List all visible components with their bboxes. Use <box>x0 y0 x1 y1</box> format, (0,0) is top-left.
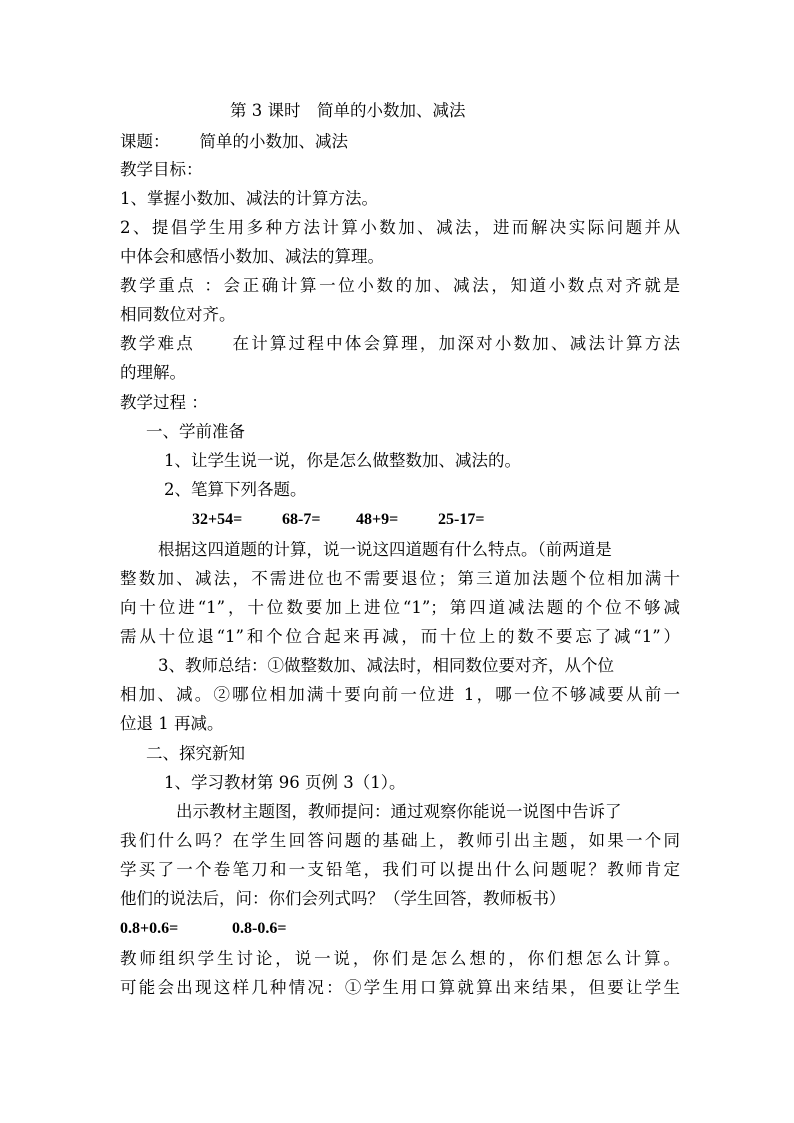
difficulty-line-1: 教学难点 在计算过程中体会算理，加深对小数加、减法计算方法 <box>120 334 680 353</box>
equation-3: 48+9= <box>356 511 399 528</box>
topic-line <box>120 132 680 152</box>
discussion-line-3: 向十位进“1”，十位数要加上进位“1”；第四道减法题的个位不够减 <box>120 598 680 617</box>
final-line-1: 教师组织学生讨论，说一说，你们是怎么想的，你们想怎么计算。 <box>120 949 680 968</box>
key-point-line-2: 相同数位对齐。 <box>120 305 236 324</box>
decimal-equation-1: 0.8+0.6= <box>120 920 179 937</box>
goal-2-line-1: 2、提倡学生用多种方法计算小数加、减法，进而解决实际问题并从 <box>120 218 680 237</box>
explore-text-line-1: 出示教材主题图，教师提问：通过观察你能说一说图中告诉了 <box>176 802 622 821</box>
explore-item-1: 1、学习教材第 96 页例 3（1）。 <box>164 773 406 792</box>
section-1-heading: 一、学前准备 <box>146 422 245 441</box>
lesson-title: 第 3 课时 简单的小数加、减法 <box>230 101 466 120</box>
summary-line-3: 位退 1 再减。 <box>120 714 224 733</box>
process-heading: 教学过程 ： <box>120 393 208 412</box>
explore-text-line-3: 学买了一个卷笔刀和一支铅笔，我们可以提出什么问题呢？教师肯定 <box>120 860 680 879</box>
goal-2-line-2: 中体会和感悟小数加、减法的算理。 <box>120 247 384 266</box>
topic-label: 课题： <box>120 132 170 151</box>
discussion-line-1: 根据这四道题的计算，说一说这四道题有什么特点。（前两道是 <box>158 540 612 559</box>
equation-4: 25-17= <box>438 511 485 528</box>
discussion-line-4: 需从十位退“1”和个位合起来再减，而十位上的数不要忘了减“1”） <box>120 627 680 646</box>
summary-line-2: 相加、减。②哪位相加满十要向前一位进 1，哪一位不够减要从前一 <box>120 685 680 704</box>
key-point-line-1: 教学重点 ：会正确计算一位小数的加、减法，知道小数点对齐就是 <box>120 276 680 295</box>
difficulty-line-2: 的理解。 <box>120 363 186 382</box>
equation-2: 68-7= <box>282 511 321 528</box>
equation-1: 32+54= <box>192 511 243 528</box>
explore-text-line-4: 他们的说法后，问：你们会列式吗？（学生回答，教师板书） <box>120 889 566 908</box>
explore-text-line-2: 我们什么吗？在学生回答问题的基础上，教师引出主题，如果一个同 <box>120 831 680 850</box>
decimal-equation-2: 0.8-0.6= <box>232 920 287 937</box>
final-line-2: 可能会出现这样几种情况：①学生用口算就算出来结果，但要让学生 <box>120 978 680 997</box>
discussion-line-2: 整数加、减法，不需进位也不需要退位；第三道加法题个位相加满十 <box>120 569 680 588</box>
goal-1: 1、掌握小数加、减法的计算方法。 <box>120 189 378 208</box>
topic-value: 简单的小数加、减法 <box>199 132 348 151</box>
prep-item-2: 2、笔算下列各题。 <box>164 480 307 499</box>
section-2-heading: 二、探究新知 <box>146 744 245 763</box>
goals-heading: 教学目标： <box>120 160 203 179</box>
summary-line-1: 3、教师总结：①做整数加、减法时，相同数位要对齐，从个位 <box>158 656 614 675</box>
prep-item-1: 1、让学生说一说，你是怎么做整数加、减法的。 <box>164 451 521 470</box>
